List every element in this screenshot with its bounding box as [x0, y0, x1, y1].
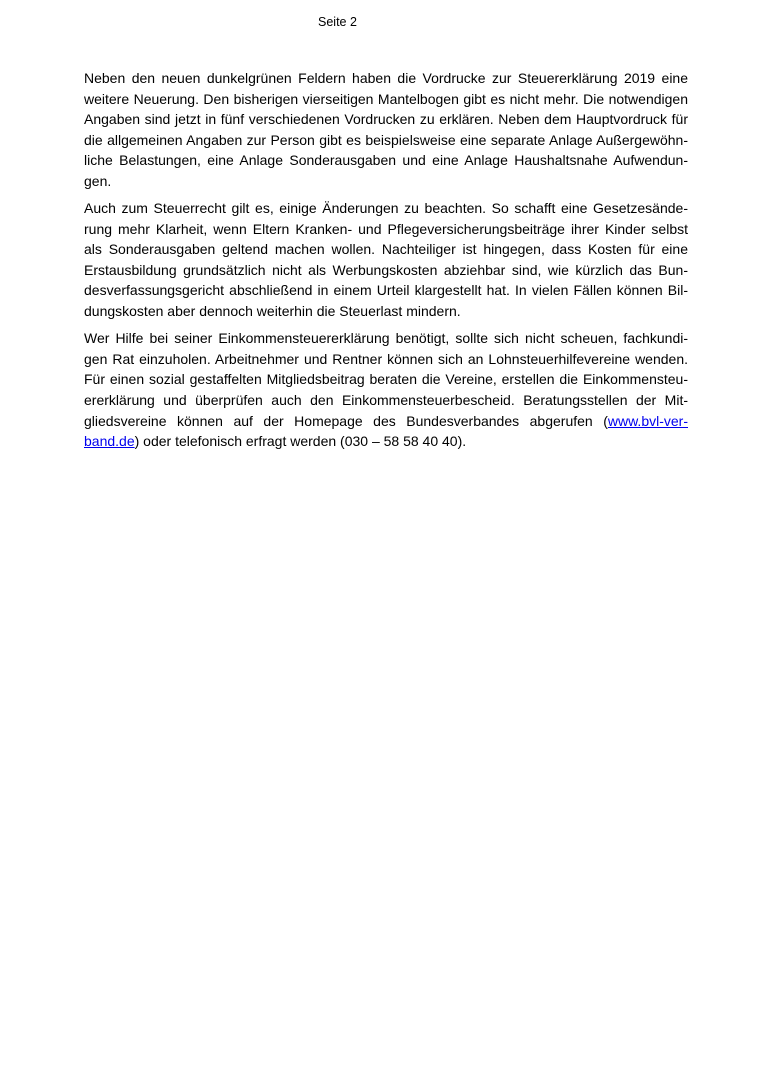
- text-segment: liche Belastungen, eine Anlage Sonderausgaben und eine Anlage Haushaltsnahe Aufwendun-: [84, 152, 688, 169]
- text-line: [84, 219, 688, 240]
- bvl-homepage-link[interactable]: band.de: [84, 433, 135, 450]
- text-line: [84, 68, 688, 89]
- bvl-homepage-link[interactable]: www.bvl-ver-: [607, 412, 688, 429]
- text-segment: als Sonderausgaben geltend machen wollen. Nachteiliger ist hingegen, dass Kosten für eine: [84, 241, 688, 258]
- text-line: [84, 369, 688, 390]
- paragraph: [84, 68, 688, 192]
- text-line: [84, 349, 688, 370]
- text-line: [84, 150, 688, 171]
- text-segment: die allgemeinen Angaben zur Person gibt es beispielsweise eine separate Anlage Außergewöhn-: [84, 131, 688, 148]
- text-segment: Neben den neuen dunkelgrünen Feldern haben die Vordrucke zur Steuererklärung 2019 eine: [84, 70, 688, 86]
- text-segment: ererklärung und überprüfen auch den Einkommensteuerbescheid. Beratungsstellen der Mit-: [84, 391, 688, 408]
- text-line: [84, 431, 688, 452]
- document-body: [84, 68, 688, 452]
- text-segment: Angaben sind jetzt in fünf verschiedenen Vordrucken zu erklären. Neben dem Hauptvordruck für: [84, 111, 688, 128]
- page-number-header: Seite 2: [318, 15, 357, 29]
- text-line: [84, 239, 688, 260]
- text-line: [84, 328, 688, 349]
- text-segment: desverfassungsgericht abschließend in einem Urteil klargestellt hat. In vielen Fällen können Bil-: [84, 282, 688, 299]
- paragraph: [84, 198, 688, 322]
- text-segment: Wer Hilfe bei seiner Einkommensteuererklärung benötigt, sollte sich nicht scheuen, fachkundi-: [84, 330, 688, 347]
- text-segment: dungskosten aber dennoch weiterhin die Steuerlast mindern.: [84, 303, 461, 320]
- text-line: [84, 280, 688, 301]
- text-line: [84, 411, 688, 432]
- text-segment: Auch zum Steuerrecht gilt es, einige Änderungen zu beachten. So schafft eine Gesetzesände-: [84, 200, 688, 217]
- text-line: [84, 109, 688, 130]
- text-line: [84, 89, 688, 110]
- text-segment: Erstausbildung grundsätzlich nicht als Werbungskosten abziehbar sind, wie kürzlich das Bun-: [84, 261, 688, 278]
- text-line: [84, 301, 688, 322]
- text-line: [84, 260, 688, 281]
- text-segment: gen Rat einzuholen. Arbeitnehmer und Rentner können sich an Lohnsteuerhilfevereine wenden.: [84, 350, 688, 367]
- text-line: [84, 198, 688, 219]
- text-segment: gen.: [84, 172, 112, 189]
- paragraph: [84, 328, 688, 452]
- text-segment: ) oder telefonisch erfragt werden (030 – 58 58 40 40).: [134, 433, 467, 450]
- text-line: [84, 171, 688, 192]
- text-line: [84, 130, 688, 151]
- text-line: [84, 390, 688, 411]
- text-segment: gliedsvereine können auf der Homepage des Bundesverbandes abgerufen (: [84, 412, 608, 429]
- text-segment: rung mehr Klarheit, wenn Eltern Kranken- und Pflegeversicherungsbeiträge ihrer Kinder selbst: [84, 220, 688, 237]
- text-segment: Für einen sozial gestaffelten Mitgliedsbeitrag beraten die Vereine, erstellen die Einkommensteu-: [84, 371, 688, 388]
- text-segment: weitere Neuerung. Den bisherigen vierseitigen Mantelbogen gibt es nicht mehr. Die notwendigen: [84, 90, 688, 107]
